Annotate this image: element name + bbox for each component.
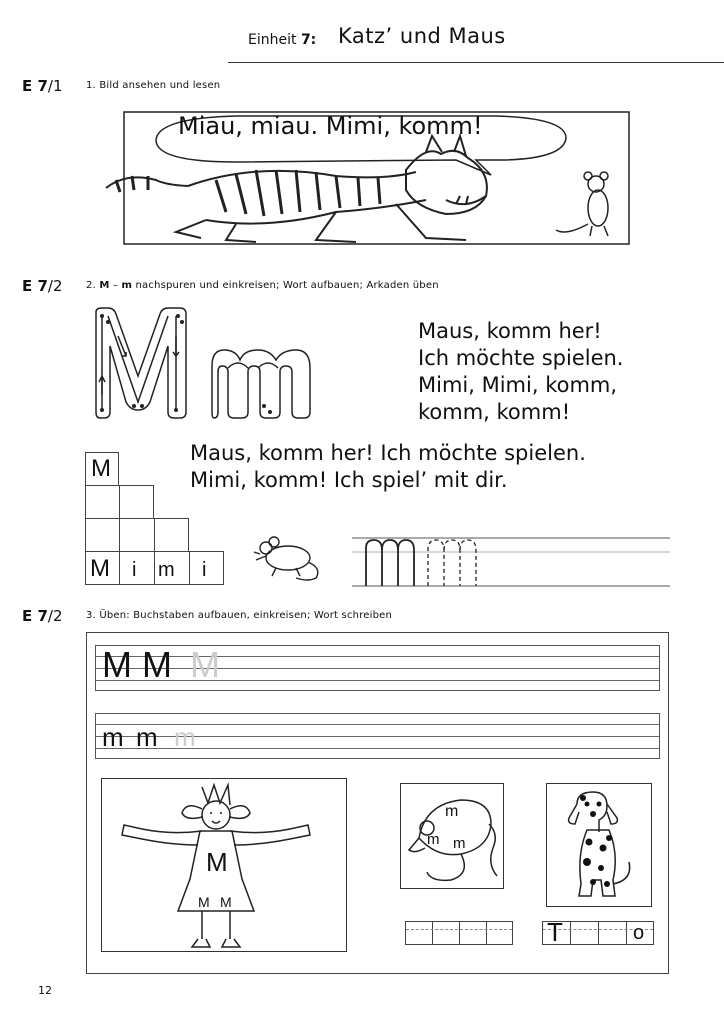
grid-divider [119, 518, 120, 552]
section-code: E 7 [22, 77, 48, 95]
grid-divider [189, 551, 190, 585]
page-header [0, 22, 724, 62]
practice-letter-faded: m [174, 722, 196, 752]
instr-dash: – [112, 280, 119, 291]
girl-illustration [102, 779, 346, 951]
guide-line [96, 680, 659, 681]
practice-letter-faded: M [190, 644, 220, 685]
tracing-letters [88, 306, 316, 422]
section-tail: /1 [47, 77, 63, 95]
dog-picture-frame [546, 783, 652, 907]
grid-divider [119, 551, 120, 585]
mouse-picture-illustration [401, 784, 503, 888]
mouse-word-boxes [405, 921, 513, 945]
girl-skirt-letter: M [198, 894, 210, 910]
practice-letter: m [102, 722, 124, 752]
grid-word-letter: m [158, 559, 175, 581]
instr-lower: m [121, 280, 133, 291]
unit-prefix: Einheit [248, 32, 297, 48]
grid-divider [154, 518, 155, 552]
grid-word-letter: M [90, 555, 110, 582]
box-divider [598, 922, 599, 944]
grid-cell [85, 452, 119, 486]
mouse-letter: m [427, 831, 440, 848]
section-instruction-1: 1. Bild ansehen und lesen [86, 80, 221, 91]
instr-upper: M [99, 280, 110, 291]
instr-rest: nachspuren und einkreisen; Wort aufbauen; Arkaden üben [135, 280, 439, 291]
section-tail: /2 [47, 277, 63, 295]
section-label-2 [22, 277, 63, 295]
girl-skirt-letter: M [220, 894, 232, 910]
unit-number: 7: [300, 32, 317, 48]
mouse-illustration [252, 534, 326, 582]
girl-picture-frame [101, 778, 347, 952]
practice-letter: M [102, 644, 132, 685]
page-number: 12 [38, 984, 52, 997]
mouse-letter: m [453, 835, 466, 852]
poem-line: Maus, komm her! [418, 319, 602, 343]
grid-word-letter: i [132, 559, 137, 581]
box-guide [406, 929, 512, 930]
box-divider [626, 922, 627, 944]
arcade-practice [352, 528, 672, 592]
grid-word-letter: i [202, 559, 207, 581]
tracing-upper-m [96, 308, 186, 418]
grid-cell [85, 518, 189, 552]
poem-line: Ich möchte spielen. [418, 346, 624, 370]
dog-word-letter: T [547, 917, 563, 947]
grid-divider [154, 551, 155, 585]
section-label-1 [22, 77, 63, 95]
section-code: E 7 [22, 277, 48, 295]
poem-line: komm, komm! [418, 400, 571, 424]
poem [418, 318, 623, 426]
practice-letter: M [142, 644, 172, 685]
guide-line [96, 656, 659, 657]
writing-lines-upper [95, 645, 660, 691]
exercise-frame [86, 632, 669, 974]
section-instruction-3: 3. Üben: Buchstaben aufbauen, einkreisen; Wort schreiben [86, 610, 393, 621]
unit-title: Katz’ und Maus [338, 24, 506, 48]
guide-line [96, 668, 659, 669]
section-label-3 [22, 607, 63, 625]
writing-lines-lower [95, 713, 660, 759]
word-grid [85, 452, 227, 590]
box-divider [486, 922, 487, 944]
dog-word-letter: o [633, 922, 645, 944]
sentence-line: Maus, komm her! Ich möchte spielen. [190, 441, 586, 465]
sentences [190, 440, 586, 494]
small-mouse [556, 172, 608, 236]
box-divider [432, 922, 433, 944]
box-divider [459, 922, 460, 944]
arcade-sample [366, 540, 414, 586]
girl-shirt-letter: M [206, 847, 228, 877]
sentence-line: Mimi, komm! Ich spiel’ mit dir. [190, 468, 508, 492]
poem-line: Mimi, Mimi, komm, [418, 373, 618, 397]
arcade-dashed [428, 540, 476, 586]
grid-divider [119, 485, 120, 519]
dog-illustration [547, 784, 651, 906]
instr-number: 2. [86, 280, 96, 291]
section-tail: /2 [47, 607, 63, 625]
practice-letter: m [136, 722, 158, 752]
section-instruction-2 [86, 280, 439, 291]
mouse-picture-frame [400, 783, 504, 889]
dog-word-boxes [542, 917, 654, 947]
section-code: E 7 [22, 607, 48, 625]
box-divider [570, 922, 571, 944]
speech-bubble-text: Miau, miau. Mimi, komm! [178, 112, 483, 140]
grid-top-letter: M [91, 455, 111, 482]
tracing-lower-m [212, 350, 310, 418]
mouse-letter: m [445, 803, 459, 820]
unit-label [248, 32, 316, 48]
header-rule [228, 62, 724, 63]
